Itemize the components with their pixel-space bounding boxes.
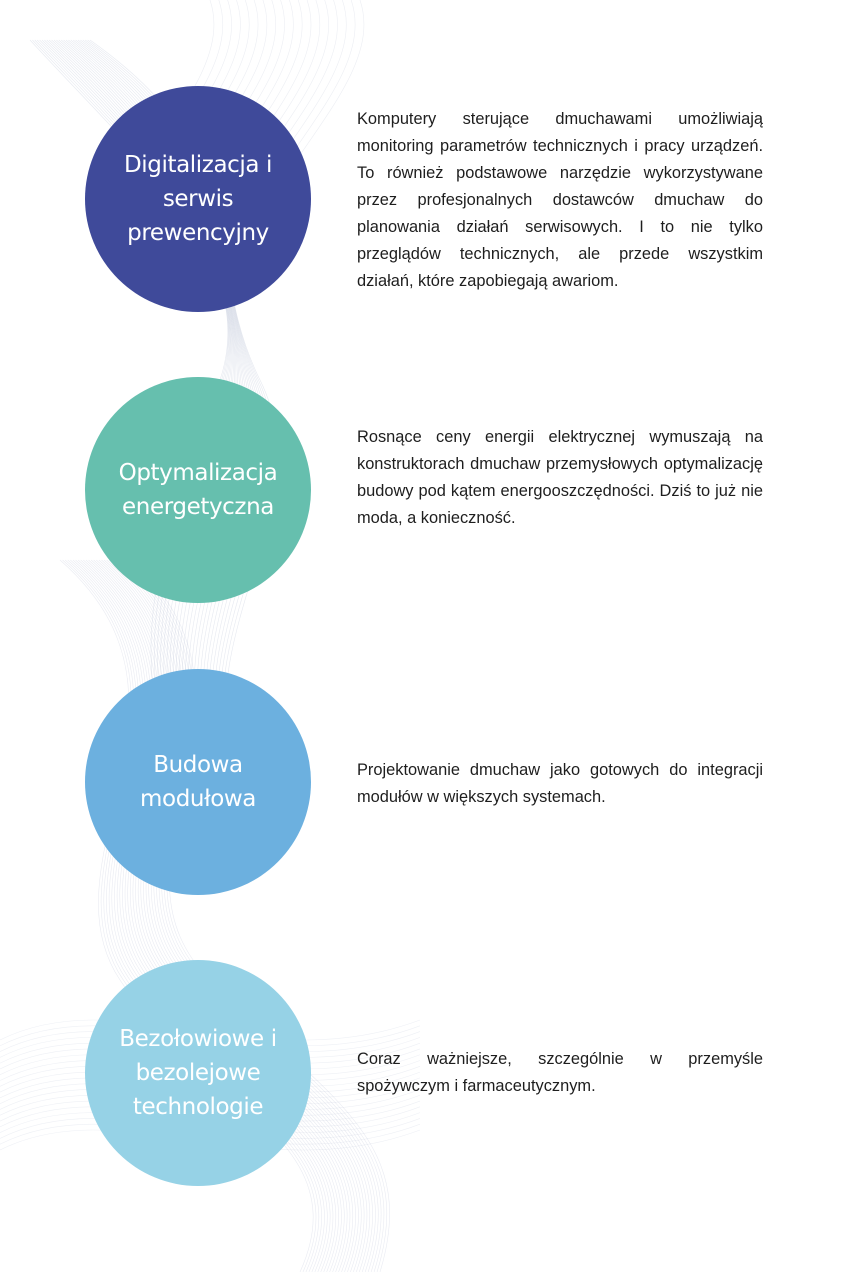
circle-budowa (85, 669, 311, 895)
circle-optymalizacja (85, 377, 311, 603)
circle-title-line: Bezołowiowe i (119, 1026, 277, 1052)
circle-title-line: technologie (132, 1094, 264, 1120)
circle-title-line: modułowa (140, 786, 256, 812)
circle-title-line: Optymalizacja (118, 460, 278, 486)
circle-title-line: Digitalizacja i (124, 152, 272, 178)
circle-title (119, 1022, 276, 1124)
circle-title-line: bezolejowe (135, 1060, 261, 1086)
circle-title (140, 748, 256, 816)
description-bezolowiowe: Coraz ważniejsze, szczególnie w przemyśle spożywczym i farmaceutycznym. (357, 1050, 763, 1095)
description-budowa: Projektowanie dmuchaw jako gotowych do integracji modułów w większych systemach. (357, 761, 763, 806)
description-digitalizacja: Komputery sterujące dmuchawami umożliwiają monitoring parametrów technicznych i pracy urządzeń. To również podstawowe narzędzie wykorzystywane przez profesjonalnych dostawców dmuchaw do planowania działań serwisowych. I to nie tylko przeglądów technicznych, ale przede wszystkim działań, które zapobiegają awariom. (357, 110, 763, 290)
circle-title-line: Budowa (153, 752, 243, 778)
circle-bezolowiowe (85, 960, 311, 1186)
circle-digitalizacja (85, 86, 311, 312)
description-optymalizacja: Rosnące ceny energii elektrycznej wymuszają na konstruktorach dmuchaw przemysłowych optymalizację budowy pod kątem energooszczędności. Dziś to już nie moda, a konieczność. (357, 428, 763, 527)
circle-title-line: energetyczna (122, 494, 274, 520)
circle-title (119, 456, 278, 524)
circle-title-line: serwis prewencyjny (127, 186, 269, 246)
circle-title (99, 148, 297, 250)
